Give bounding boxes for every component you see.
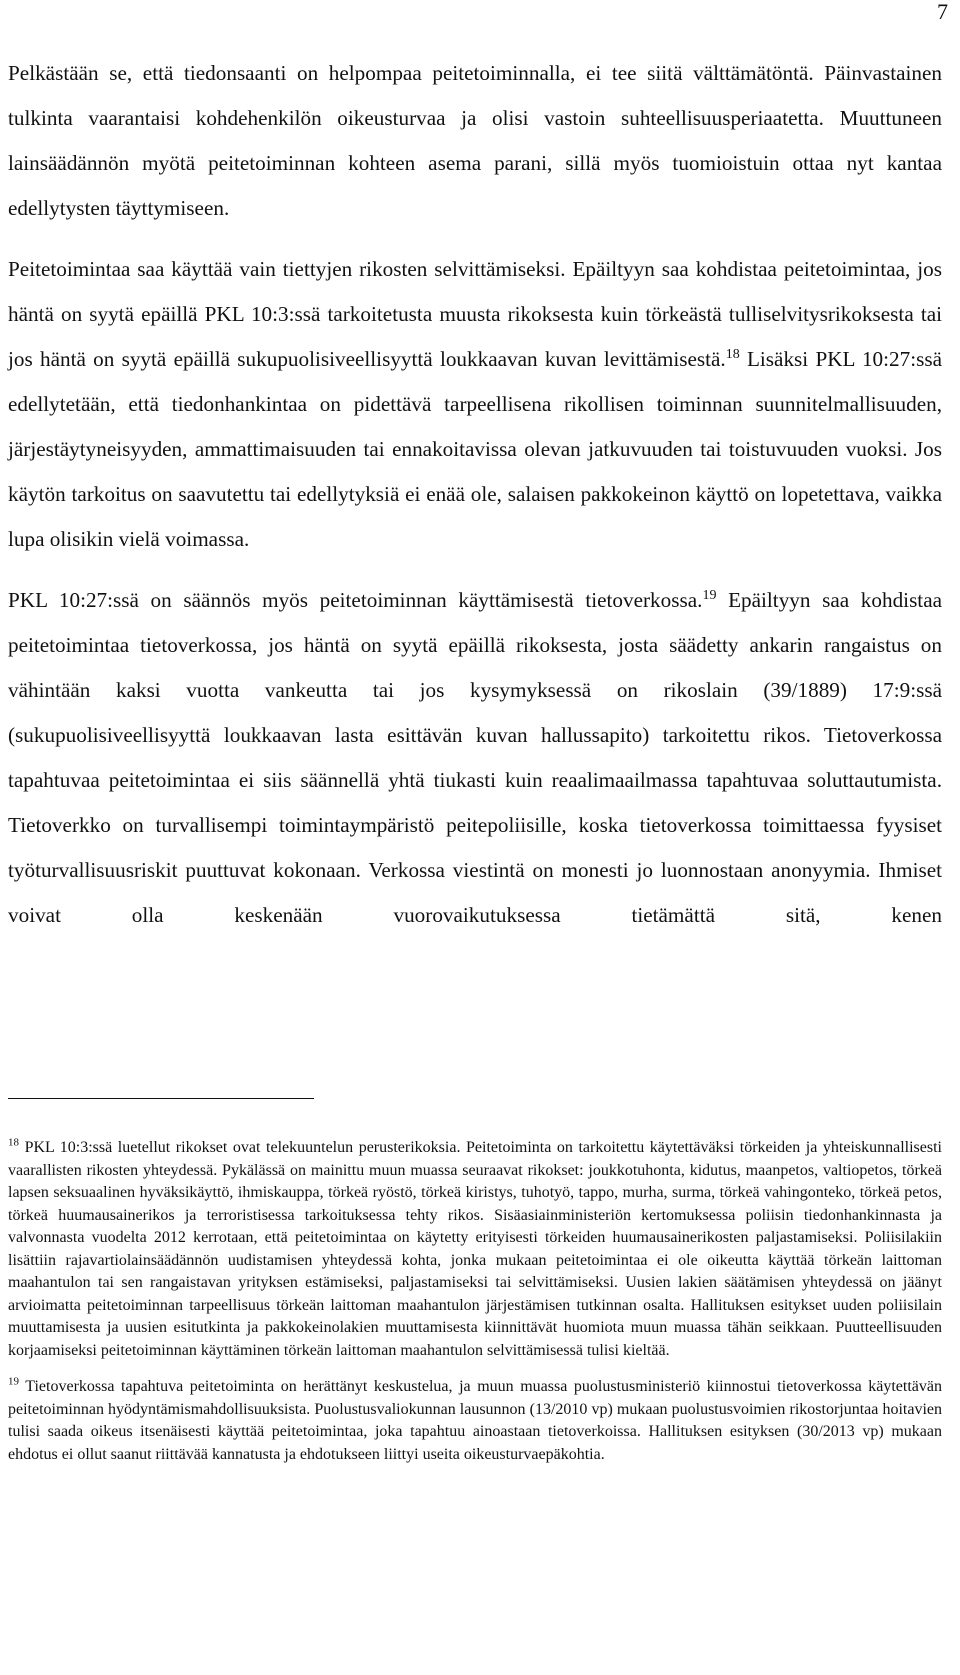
paragraph-3 [8,578,942,938]
footnote-19-text: Tietoverkossa tapahtuva peitetoiminta on herättänyt keskustelua, ja muun muassa puolustusministeriö kiinnostui tietoverkossa käytettävän peitetoiminnan hyödyntämismahdollisuuksista. Puolustusvaliokunnan lausunnon (13/2010 vp) mukaan puolustusvoimien rikostorjuntaa hoitavien tulisi saada oikeus itsenäisesti käyttää peitetoimintaa, joka tapahtuu ainoastaan tietoverkoissa. Hallituksen esityksen (30/2013 vp) mukaan ehdotus ei ollut saanut riittävää kannatusta ja ehdotukseen liittyi useita oikeusturvaepäkohtia. [8,1378,942,1463]
paragraph-3-part-b: Epäiltyyn saa kohdistaa peitetoimintaa tietoverkossa, jos häntä on syytä epäillä rikoksesta, josta säädetty ankarin rangaistus on vähintään kaksi vuotta vankeutta tai jos kysymyksessä on rikoslain (39/1889) 17:9:ssä (sukupuolisiveellisyyttä loukkaavan lasta esittävän kuvan hallussapito) tarkoitettu rikos. Tietoverkossa tapahtuvaa peitetoimintaa ei siis säännellä yhtä tiukasti kuin reaalimaailmassa tapahtuvaa soluttautumista. Tietoverkko on turvallisempi toimintaympäristö peitepoliisille, koska tietoverkossa toimittaessa fyysiset työturvallisuusriskit puuttuvat kokonaan. Verkossa viestintä on monesti jo luonnostaan anonyymia. Ihmiset voivat olla keskenään vuorovaikutuksessa tietämättä sitä, kenen [8,588,943,927]
paragraph-2 [8,247,942,562]
paragraph-3-part-a: PKL 10:27:ssä on säännös myös peitetoiminnan käyttämisestä tietoverkossa. [8,588,703,612]
footnote-19 [8,1376,942,1466]
footnote-marker-18: 18 [8,1136,19,1149]
footnote-ref-19[interactable]: 19 [702,587,717,603]
paragraph-2-part-b: Lisäksi PKL 10:27:ssä edellytetään, että tiedonhankintaa on pidettävä tarpeellisena rikollisen toiminnan suunnitelmallisuuden, järjestäytyneisyyden, ammattimaisuuden tai ennakoitavissa olevan jatkuvuuden tai toistuvuuden vuoksi. Jos käytön tarkoitus on saavutettu tai edellytyksiä ei enää ole, salaisen pakkokeinon käyttö on lopetettava, vaikka lupa olisikin vielä voimassa. [8,347,942,551]
footnote-18 [8,1137,942,1362]
footnote-ref-18[interactable]: 18 [725,346,740,362]
footnote-separator [8,1098,314,1099]
footnote-18-text: PKL 10:3:ssä luetellut rikokset ovat telekuuntelun perusterikoksia. Peitetoiminta on tarkoitettu käytettäväksi törkeiden ja yhteiskunnallisesti vaarallisten rikosten yhteydessä. Pykälässä on mainittu muun muassa seuraavat rikokset: joukkotuhonta, kidutus, maanpetos, valtiopetos, törkeä lapsen seksuaalinen hyväksikäyttö, ihmiskauppa, törkeä ryöstö, törkeä kiristys, tuhotyö, tappo, murha, surma, törkeä vahingonteko, törkeä petos, törkeä huumausainerikos ja terroristisessa tarkoituksessa tehty rikos. Sisäasiainministeriön kertomuksessa poliisin tiedonhankinnasta ja valvonnasta vuodelta 2012 kerrotaan, että peitetoimintaa on käytetty erityisesti törkeiden huumausainerikosten paljastamiseksi. Poliisilakiin lisättiin rajavartiolainsäädännön uudistamisen yhteydessä kohta, jonka mukaan peitetoimintaa ei ole oikeutta käyttää törkeän laittoman maahantulon tai sen rangaistavan yrityksen estämiseksi, paljastamiseksi tai selvittämiseksi. Uusien lakien säätämisen yhteydessä on jäänyt arvioimatta peitetoiminnan tarpeellisuus törkeän laittoman maahantulon järjestämisen tutkinnan osalta. Hallituksen esitykset uuden poliisilain muuttamisesta ja uusien esitutkinta ja pakkokeinolakien muuttamisesta kiinnittävät huomiota muun muassa tähän seikkaan. Puutteellisuuden korjaamiseksi peitetoiminnan käyttäminen törkeän laittoman maahantulon selvittämisessä tulisi kieltää. [8,1139,942,1359]
paragraph-2-part-a: Peitetoimintaa saa käyttää vain tiettyjen rikosten selvittämiseksi. Epäiltyyn saa kohdistaa peitetoimintaa, jos häntä on syytä epäillä PKL 10:3:ssä tarkoitetusta muusta rikoksesta kuin törkeästä tulliselvitysrikoksesta tai jos häntä on syytä epäillä sukupuolisiveellisyyttä loukkaavan kuvan levittämisestä. [8,257,942,371]
paragraph-1: Pelkästään se, että tiedonsaanti on helpompaa peitetoiminnalla, ei tee siitä välttämätöntä. Päinvastainen tulkinta vaarantaisi kohdehenkilön oikeusturvaa ja olisi vastoin suhteellisuusperiaatetta. Muuttuneen lainsäädännön myötä peitetoiminnan kohteen asema parani, sillä myös tuomioistuin ottaa nyt kantaa edellytysten täyttymiseen. [8,61,942,220]
main-text [8,51,942,938]
footnote-marker-19: 19 [8,1375,19,1388]
page-number: 7 [937,0,948,24]
footnotes [8,1137,942,1466]
